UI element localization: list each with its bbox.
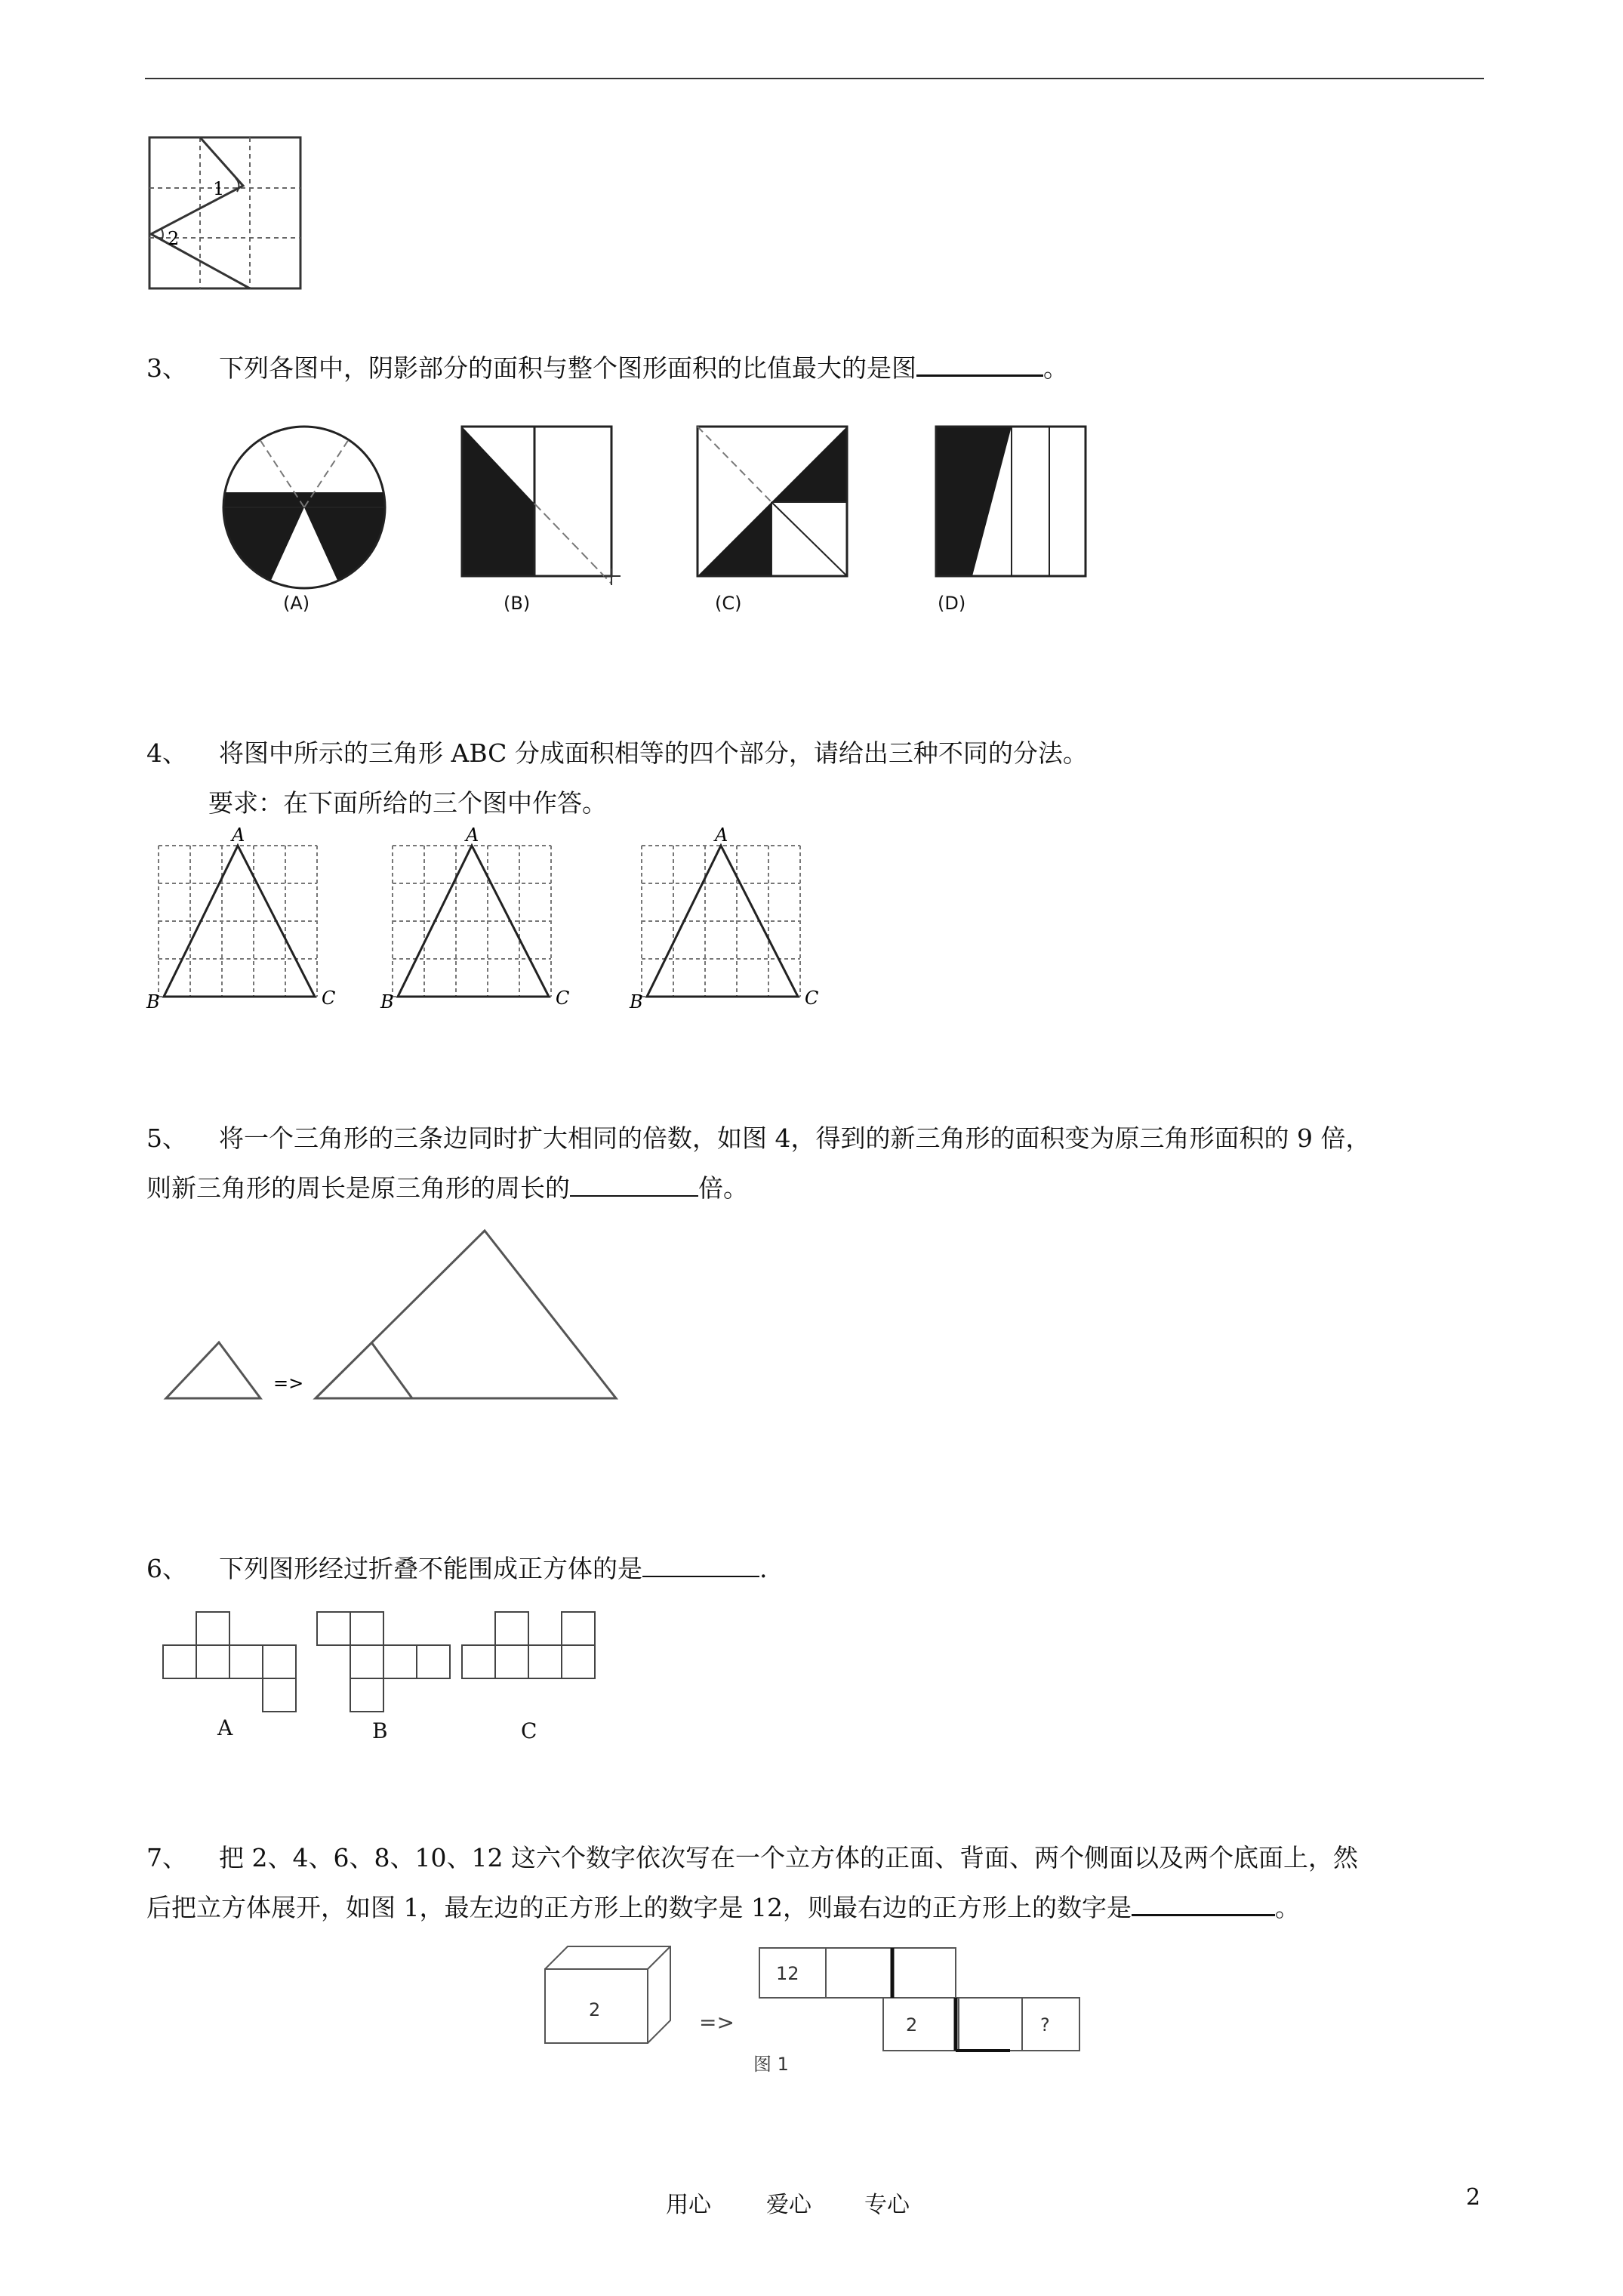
page-number: 2 — [1466, 2184, 1481, 2211]
question-3 — [146, 344, 1068, 393]
q5-answer-blank[interactable] — [570, 1173, 698, 1197]
q5-end: 倍。 — [698, 1173, 748, 1203]
q5-text-2: 则新三角形的周长是原三角形的周长的 — [146, 1173, 570, 1203]
question-7 — [146, 1833, 1358, 1933]
q3-text: 下列各图中，阴影部分的面积与整个图形面积的比值最大的是图 — [219, 353, 916, 383]
svg-text:A: A — [715, 824, 728, 846]
q4-triangle-grid-3 — [627, 823, 845, 1012]
q4-number: 4、 — [146, 738, 187, 768]
q7-cube-net-figure — [536, 1940, 1095, 2076]
q3-label-b: (B) — [504, 593, 531, 614]
q7-net-mid-number: 2 — [906, 2014, 918, 2036]
q7-caption: 图 1 — [753, 2054, 789, 2075]
q6-number: 6、 — [146, 1554, 187, 1583]
q4-triangle-grid-2 — [377, 823, 596, 1012]
q5-text-1: 将一个三角形的三条边同时扩大相同的倍数，如图 4，得到的新三角形的面积变为原三角形面积的 9 倍， — [219, 1123, 1371, 1153]
footer-word-1: 用心 — [666, 2192, 711, 2218]
angle-1-label: 1 — [213, 178, 225, 199]
q7-text-1: 把 2、4、6、8、10、12 这六个数字依次写在一个立方体的正面、背面、两个侧面以及两个底面上，然 — [219, 1843, 1358, 1872]
q4-triangle-grid-1 — [143, 823, 362, 1012]
question-4 — [146, 729, 1088, 828]
q7-net-right-number: ? — [1040, 2014, 1050, 2036]
svg-text:B: B — [630, 991, 643, 1012]
svg-text:B: B — [380, 991, 394, 1012]
svg-text:C: C — [556, 988, 570, 1009]
q3-figure-a — [210, 423, 399, 593]
question-6 — [146, 1544, 768, 1594]
q6-text: 下列图形经过折叠不能围成正方体的是 — [219, 1554, 642, 1583]
q3-figure-c — [696, 425, 852, 581]
angle-grid-figure — [148, 136, 303, 291]
q3-answer-blank[interactable] — [916, 352, 1043, 377]
q5-triangles-figure — [159, 1223, 627, 1404]
svg-text:A: A — [466, 824, 479, 846]
q4-vertex-a: A — [232, 824, 245, 846]
header-rule — [145, 78, 1484, 79]
q3-number: 3、 — [146, 353, 187, 383]
q4-vertex-c: C — [322, 988, 336, 1009]
question-5 — [146, 1114, 1370, 1213]
q4-text: 将图中所示的三角形 ABC 分成面积相等的四个部分，请给出三种不同的分法。 — [219, 738, 1088, 768]
footer-word-2: 爱心 — [766, 2192, 812, 2218]
q4-vertex-b: B — [146, 991, 160, 1012]
q6-label-a: A — [217, 1715, 233, 1740]
q3-label-a: (A) — [283, 593, 310, 614]
footer-word-3: 专心 — [864, 2192, 910, 2218]
q3-figure-b — [460, 425, 627, 585]
q6-label-b: B — [372, 1718, 388, 1743]
q7-text-2: 后把立方体展开，如图 1，最左边的正方形上的数字是 12，则最右边的正方形上的数字是 — [146, 1893, 1132, 1922]
q3-end: 。 — [1043, 353, 1068, 383]
q7-cube-face-number: 2 — [589, 1999, 601, 2020]
q4-requirement: 要求：在下面所给的三个图中作答。 — [208, 788, 607, 818]
q7-answer-blank[interactable] — [1132, 1891, 1275, 1916]
q5-arrow: => — [273, 1373, 304, 1394]
q7-number: 7、 — [146, 1843, 187, 1872]
q7-end: 。 — [1274, 1893, 1300, 1922]
q6-end: . — [759, 1554, 768, 1583]
q5-number: 5、 — [146, 1123, 187, 1153]
q3-figure-d — [935, 425, 1090, 581]
q6-label-c: C — [521, 1718, 537, 1743]
q7-arrow: => — [699, 2010, 735, 2035]
angle-2-label: 2 — [168, 228, 180, 249]
svg-text:C: C — [805, 988, 819, 1009]
q6-answer-blank[interactable] — [642, 1553, 759, 1577]
q3-label-c: (C) — [715, 593, 742, 614]
q7-net-left-number: 12 — [776, 1963, 799, 1984]
q3-label-d: (D) — [938, 593, 966, 614]
